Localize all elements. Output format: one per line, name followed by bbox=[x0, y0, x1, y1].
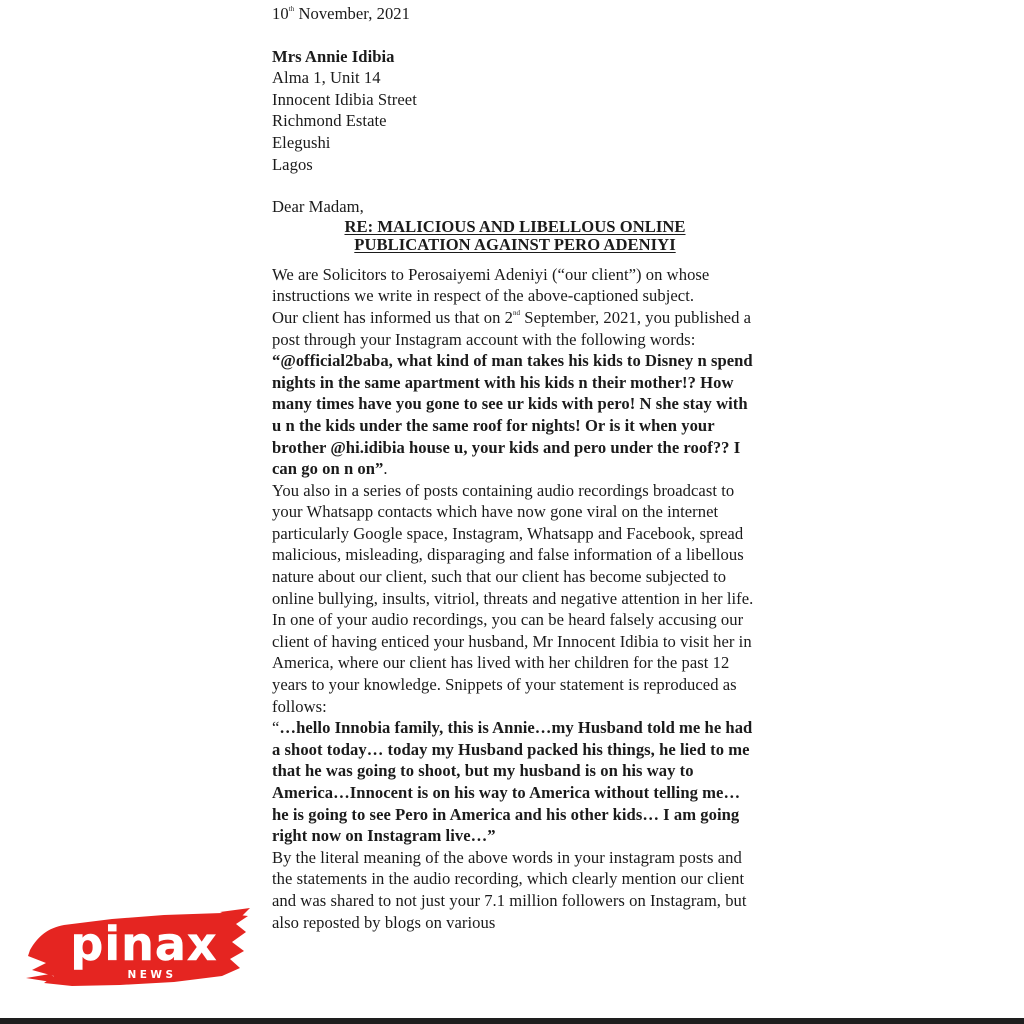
paragraph-text: September, 2021, you published a post through your Instagram account with the following words: bbox=[272, 307, 752, 349]
ordinal-suffix: nd bbox=[512, 308, 521, 317]
letter-date bbox=[272, 3, 758, 25]
quote-text: …hello Innobia family, this is Annie…my Husband told me he had a shoot today… today my Husband packed his things, he lied to me that he was going to shoot, but my husband is on his way to America…Innocent is on his way to America without telling me… he is going to see Pero in America and his other kids… I am going right now on Instagram live…” bbox=[272, 718, 753, 846]
logo-tagline-text: NEWS bbox=[127, 969, 177, 981]
salutation: Dear Madam, bbox=[272, 197, 364, 217]
quote-open: “ bbox=[272, 718, 280, 738]
subject-heading bbox=[272, 218, 758, 254]
quote-end: . bbox=[383, 459, 388, 479]
addressee-name: Mrs Annie Idibia bbox=[272, 46, 395, 66]
logo-brand-text: pinax bbox=[70, 917, 218, 971]
paragraph-intro: We are Solicitors to Perosaiyemi Adeniyi (“our client”) on whose instructions we write in respect of the above-captioned subject. bbox=[272, 264, 710, 306]
date-suffix: th bbox=[288, 5, 295, 13]
subject-line-1: RE: MALICIOUS AND LIBELLOUS ONLINE bbox=[344, 216, 686, 236]
address-line: Innocent Idibia Street bbox=[272, 89, 417, 109]
audio-quote bbox=[272, 717, 758, 847]
paragraph-literal-meaning: By the literal meaning of the above words in your instagram posts and the statements in the audio recording, which clearly mention our client and was shared to not just your 7.1 million followers on Instagram, but also reposted by blogs on various bbox=[272, 847, 747, 932]
paragraph-audio-recordings: You also in a series of posts containing audio recordings broadcast to your Whatsapp contacts which have now gone viral on the internet particularly Google space, Instagram, Whatsapp and Facebook, spread malicious, misleading, disparaging and false information of a libellous nature about our client, such that our client has become subjected to online bullying, insults, vitriol, threats and negative attention in her life. bbox=[272, 480, 754, 608]
addressee-block bbox=[272, 46, 758, 176]
paragraph-instagram-post bbox=[272, 307, 758, 350]
paragraph-accusation: In one of your audio recordings, you can be heard falsely accusing our client of having enticed your husband, Mr Innocent Idibia to visit her in America, where our client has lived with her children for the past 12 years to your knowledge. Snippets of your statement is reproduced as follows: bbox=[272, 610, 752, 716]
paragraph-text: Our client has informed us that on 2 bbox=[272, 307, 513, 327]
address-line: Alma 1, Unit 14 bbox=[272, 68, 381, 88]
subject-line-2: PUBLICATION AGAINST PERO ADENIYI bbox=[354, 234, 676, 254]
bottom-border bbox=[0, 1018, 1024, 1024]
address-line: Richmond Estate bbox=[272, 111, 387, 131]
instagram-quote bbox=[272, 350, 758, 480]
date-day: 10 bbox=[272, 4, 289, 23]
pinax-news-logo bbox=[24, 906, 250, 990]
quote-text: “@official2baba, what kind of man takes his kids to Disney n spend nights in the same apartment with his kids n their mother!? How many times have you gone to see ur kids with pero! N she stay with u n the kids under the same roof for nights! Or is it when your brother @hi.idibia house u, your kids and pero under the roof?? I can go on n on” bbox=[272, 351, 753, 479]
letter-body bbox=[272, 3, 758, 933]
date-month-year: November, 2021 bbox=[294, 4, 411, 23]
address-line: Lagos bbox=[272, 154, 313, 174]
address-line: Elegushi bbox=[272, 132, 331, 152]
